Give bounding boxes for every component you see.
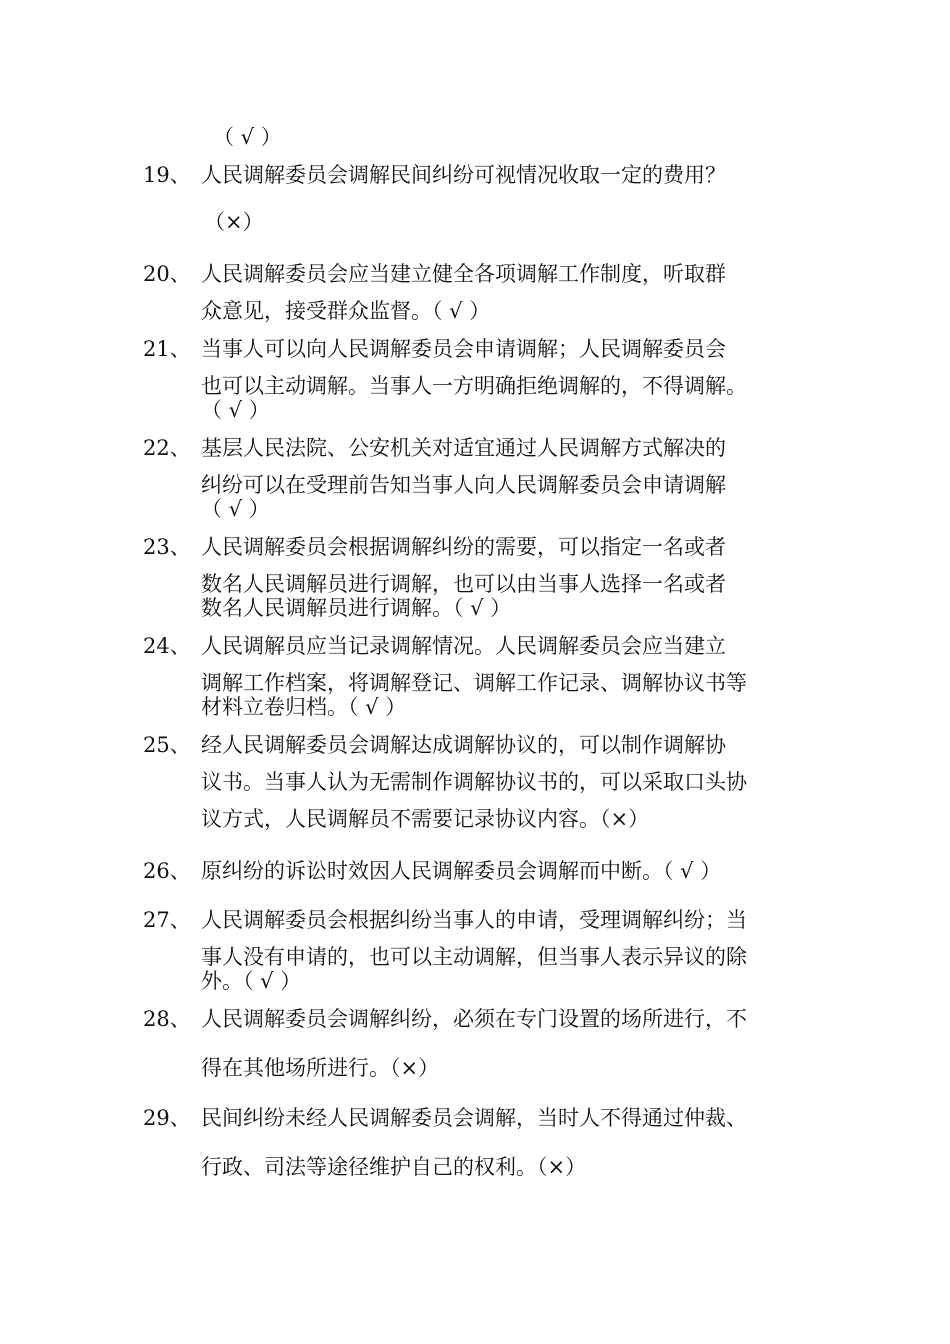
item-text-line: 人民调解委员会应当建立健全各项调解工作制度，听取群 [201,262,726,286]
item-text-line: 外。（ √ ） [201,969,302,993]
item-text-line: 得在其他场所进行。（×） [201,1056,440,1080]
item-text-line: 材料立卷归档。（ √ ） [201,695,407,719]
item-number: 29、 [143,1106,191,1130]
item-text-line: 人民调解员应当记录调解情况。人民调解委员会应当建立 [201,634,726,658]
item-text-line: 数名人民调解员进行调解，也可以由当事人选择一名或者 [201,572,726,596]
item-text-line: 议方式，人民调解员不需要记录协议内容。（×） [201,807,650,831]
item-number: 26、 [143,859,191,883]
item-text-line: 当事人可以向人民调解委员会申请调解；人民调解委员会 [201,337,726,361]
item-number: 20、 [143,262,191,286]
item-text-line: 原纠纷的诉讼时效因人民调解委员会调解而中断。（ √ ） [201,859,722,883]
item-text-line: 民间纠纷未经人民调解委员会调解，当时人不得通过仲裁、 [201,1106,747,1130]
item-text-line: 基层人民法院、公安机关对适宜通过人民调解方式解决的 [201,436,726,460]
item-text-line: 纠纷可以在受理前告知当事人向人民调解委员会申请调解 [201,473,726,497]
item-text-line: 人民调解委员会调解纠纷，必须在专门设置的场所进行，不 [201,1007,747,1031]
item-text-line: 也可以主动调解。当事人一方明确拒绝调解的，不得调解。 [201,374,747,398]
item-text-line: 调解工作档案，将调解登记、调解工作记录、调解协议书等 [201,671,747,695]
item-text-line: 议书。当事人认为无需制作调解协议书的，可以采取口头协 [201,770,747,794]
item-text-line: （×） [204,210,264,234]
item-text-line: 数名人民调解员进行调解。（ √ ） [201,596,512,620]
item-number: 24、 [143,634,191,658]
item-number: 25、 [143,733,191,757]
item-text-line: 人民调解委员会调解民间纠纷可视情况收取一定的费用？ [201,163,726,187]
item-text-line: （ √ ） [201,398,270,422]
item-number: 28、 [143,1007,191,1031]
item-text-line: 经人民调解委员会调解达成调解协议的，可以制作调解协 [201,733,726,757]
item-text-line: 人民调解委员会根据纠纷当事人的申请，受理调解纠纷；当 [201,908,747,932]
q18-answer: （ √ ） [213,125,282,149]
item-number: 21、 [143,337,191,361]
item-text-line: 众意见，接受群众监督。（ √ ） [201,299,491,323]
item-number: 22、 [143,436,191,460]
item-text-line: 行政、司法等途径维护自己的权利。（×） [201,1155,587,1179]
item-number: 23、 [143,535,191,559]
item-number: 19、 [143,163,191,187]
item-text-line: 人民调解委员会根据调解纠纷的需要，可以指定一名或者 [201,535,726,559]
item-text-line: （ √ ） [201,497,270,521]
item-text-line: 事人没有申请的，也可以主动调解，但当事人表示异议的除 [201,945,747,969]
item-number: 27、 [143,908,191,932]
